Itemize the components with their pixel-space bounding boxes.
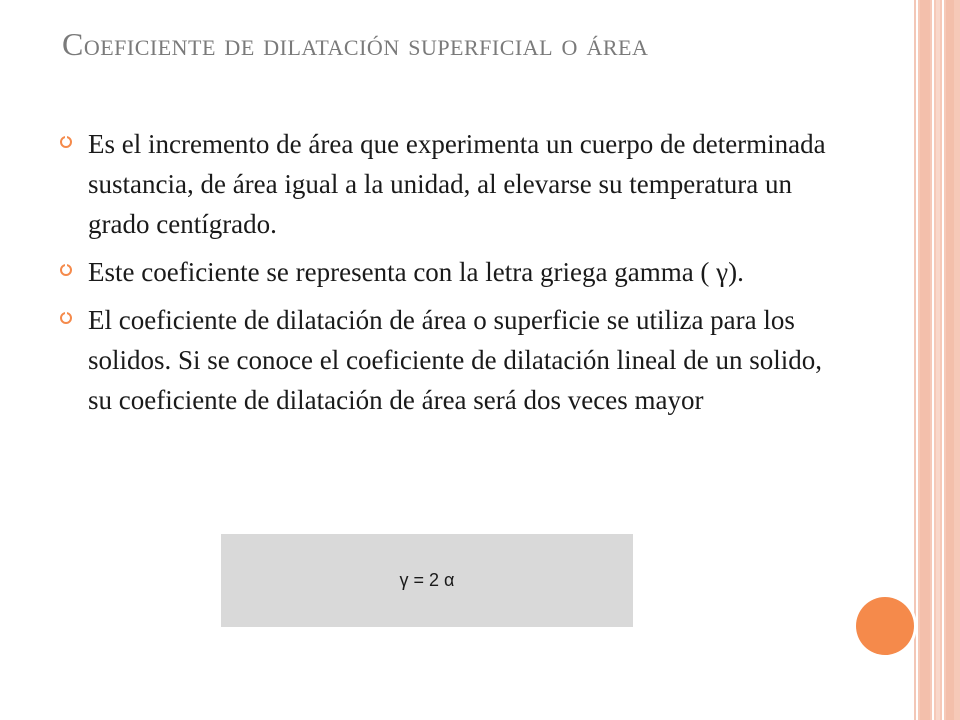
decorative-stripe <box>914 0 916 720</box>
decorative-circle-icon <box>856 597 914 655</box>
bullet-list <box>60 124 840 428</box>
decorative-stripe <box>936 0 940 720</box>
bullet-item <box>60 124 840 244</box>
bullet-ring-icon <box>60 312 72 324</box>
decorative-stripe <box>932 0 934 720</box>
bullet-item <box>60 300 840 420</box>
formula-box <box>221 534 633 627</box>
formula-text: γ = 2 α <box>399 570 455 590</box>
decorative-stripe <box>946 0 954 720</box>
bullet-text: Este coeficiente se representa con la letra griega gamma ( γ). <box>88 257 744 287</box>
bullet-text: El coeficiente de dilatación de área o superficie se utiliza para los solidos. Si se conoce el coeficiente de dilatación lineal de un solido, su coeficiente de dilatación de área será dos veces mayor <box>88 305 823 415</box>
bullet-item <box>60 252 840 292</box>
bullet-text: Es el incremento de área que experimenta un cuerpo de determinada sustancia, de área igual a la unidad, al elevarse su temperatura un grado centígrado. <box>88 129 826 239</box>
decorative-stripe <box>942 0 944 720</box>
bullet-ring-icon <box>60 264 72 276</box>
bullet-ring-icon <box>60 136 72 148</box>
slide-title: Coeficiente de dilatación superficial o área <box>62 26 649 62</box>
decorative-stripe <box>920 0 930 720</box>
